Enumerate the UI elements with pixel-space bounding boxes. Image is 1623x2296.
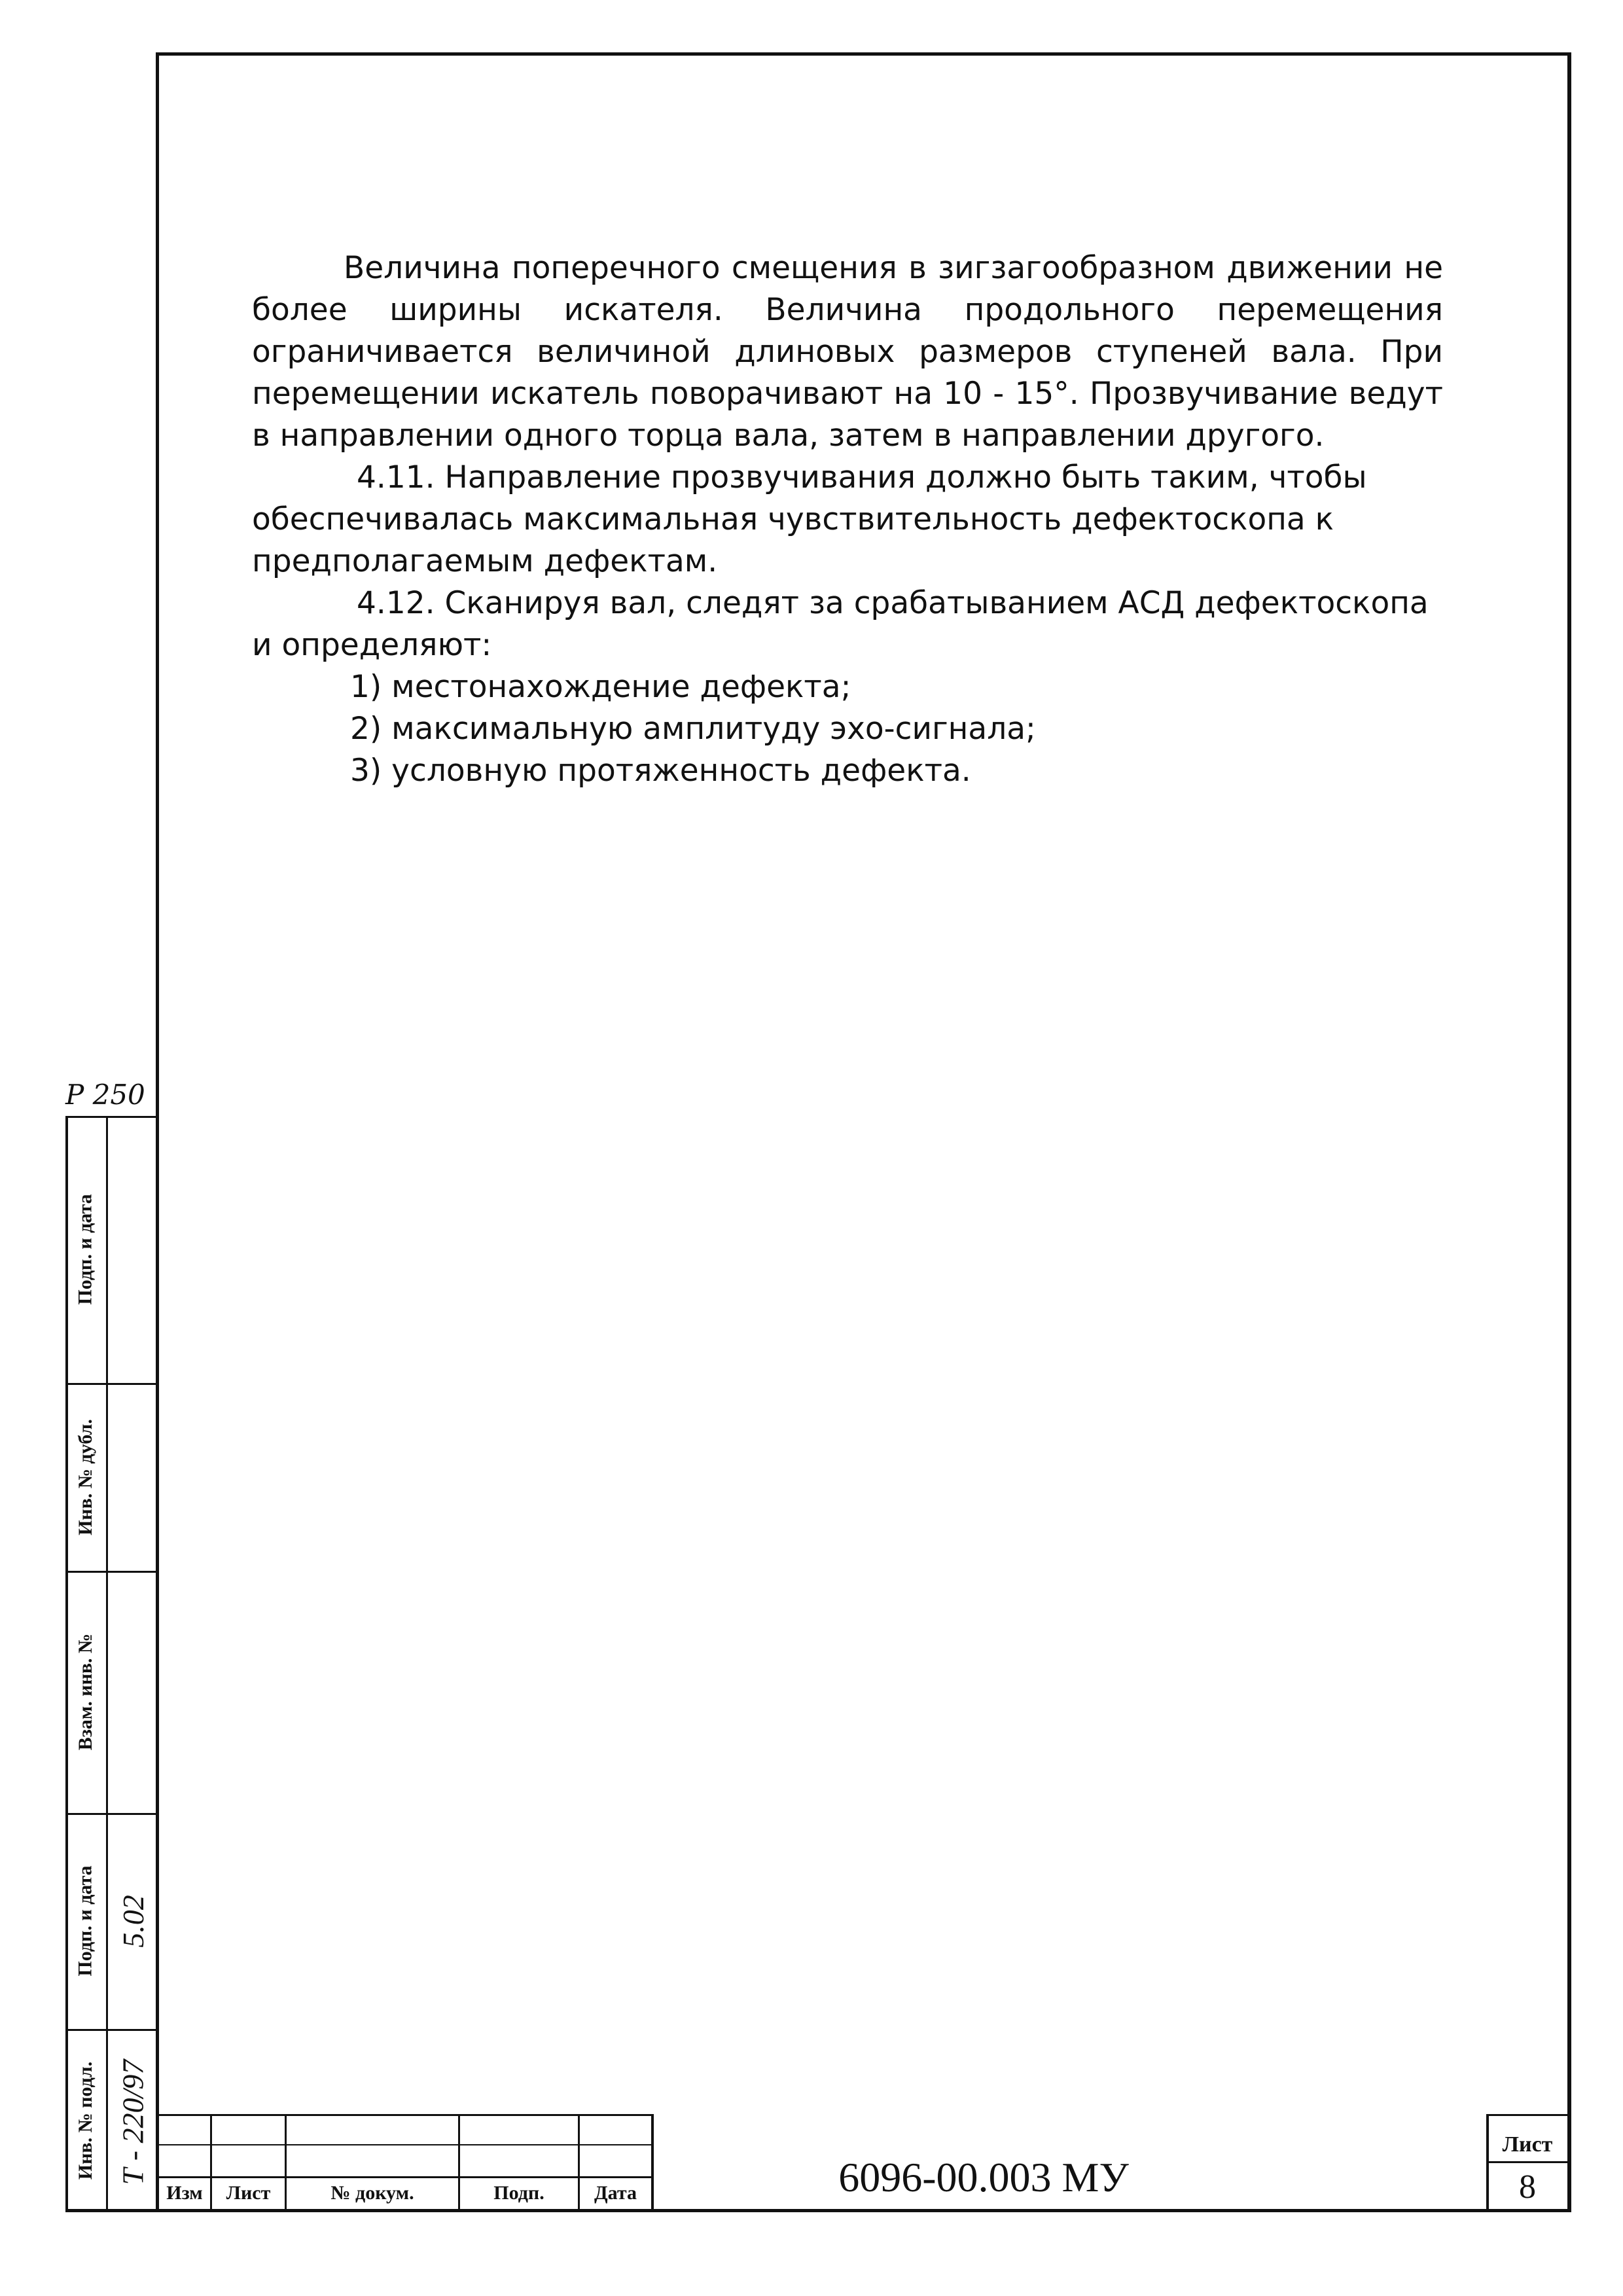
body-text (252, 247, 1443, 792)
header-izm: Изм (166, 2182, 203, 2204)
header-date: Дата (594, 2182, 637, 2204)
label-repl-inv: Взам. инв. № (75, 1633, 97, 1751)
label-sign-date: Подп. и дата (75, 1865, 96, 1977)
label-inv-dupl: Инв. № дубл. (75, 1418, 96, 1535)
label-sign-date-top: Подп. и дата (75, 1194, 96, 1305)
paragraph-shift: Величина поперечного смещения в зигзагообразном движении не более ширины искателя. Величина продольного перемещения ограничивается величиной длиновых размеров ступеней вала. При перемещении искатель поворачивают на 10 - 15°. Прозвучивание ведут в направлении одного торца вала, затем в направлении другого. (252, 250, 1443, 454)
list-item: 2) максимальную амплитуду эхо-сигнала; (350, 711, 1036, 747)
frame-border-top (156, 52, 1571, 56)
header-doc-number: № докум. (330, 2182, 414, 2204)
side-stamp-column (65, 1116, 159, 2212)
header-signature: Подп. (493, 2182, 544, 2204)
frame-border-right (1567, 52, 1571, 2212)
list-item: 3) условную протяженность дефекта. (350, 753, 971, 789)
handwritten-mark: Р 250 (65, 1079, 145, 1111)
list-item: 1) местонахождение дефекта; (350, 669, 851, 705)
paragraph-4-12: 4.12. Сканируя вал, следят за срабатыванием АСД дефектоскопа и определяют: (252, 585, 1429, 663)
frame-border-bottom (65, 2209, 1571, 2212)
handwritten-inv-number: Т - 220/97 (116, 2059, 150, 2185)
document-number: 6096-00.003 МУ (838, 2154, 1129, 2200)
label-inv-original: Инв. № подл. (75, 2061, 96, 2180)
title-block (159, 2114, 1567, 2209)
sheet-label: Лист (1502, 2132, 1553, 2157)
handwritten-signature-date: 5.02 (116, 1894, 150, 1948)
sheet-number: 8 (1519, 2168, 1536, 2206)
paragraph-4-11: 4.11. Направление прозвучивания должно быть таким, чтобы обеспечивалась максимальная чувствительность дефектоскопа к предполагаемым дефектам. (252, 459, 1367, 579)
header-list: Лист (226, 2182, 271, 2204)
